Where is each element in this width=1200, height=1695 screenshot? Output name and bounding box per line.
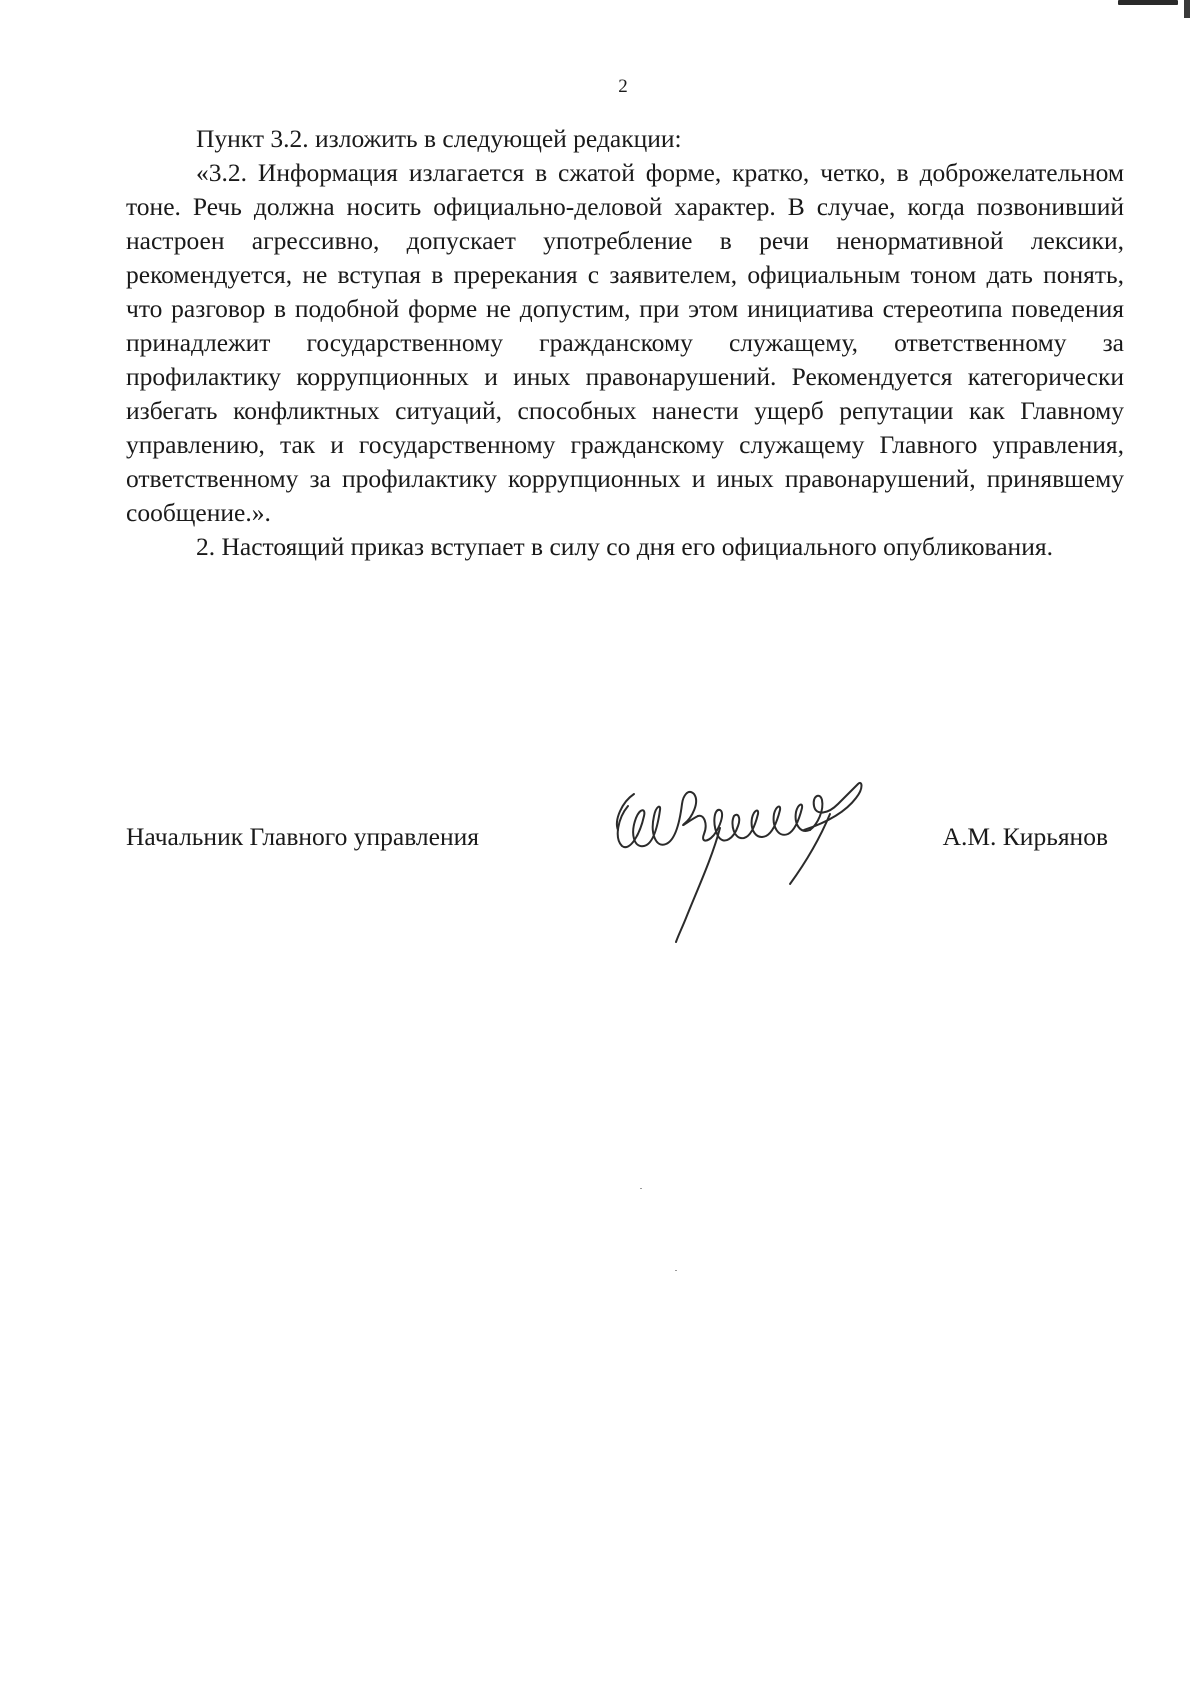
- document-body: [126, 122, 1124, 564]
- amendment-text-paragraph: «3.2. Информация излагается в сжатой форме, кратко, четко, в доброжелательном тоне. Речь должна носить официально-деловой характер. В случае, когда позвонивший настроен агрессивно, допускает употребление в речи ненормативной лексики, рекомендуется, не вступая в пререкания с заявителем, официальным тоном дать понять, что разговор в подобной форме не допустим, при этом инициатива стереотипа поведения принадлежит государственному гражданскому служащему, ответственному за профилактику коррупционных и иных правонарушений. Рекомендуется категорически избегать конфликтных ситуаций, способных нанести ущерб репутации как Главному управлению, так и государственному гражданскому служащему Главного управления, ответственному за профилактику коррупционных и иных правонарушений, принявшему сообщение.».: [126, 158, 1124, 527]
- scan-edge-mark: [1184, 0, 1190, 18]
- amendment-intro-paragraph: Пункт 3.2. изложить в следующей редакции:: [196, 124, 682, 153]
- signer-name: А.М. Кирьянов: [942, 822, 1108, 851]
- scan-speck: [640, 1188, 642, 1189]
- signer-position: Начальник Главного управления: [126, 822, 479, 851]
- scan-edge-mark: [1118, 0, 1178, 5]
- handwritten-signature: [600, 758, 885, 958]
- effective-date-paragraph: 2. Настоящий приказ вступает в силу со дня его официального опубликования.: [196, 532, 1053, 561]
- scan-speck: [675, 1270, 677, 1271]
- page-number: 2: [618, 76, 628, 97]
